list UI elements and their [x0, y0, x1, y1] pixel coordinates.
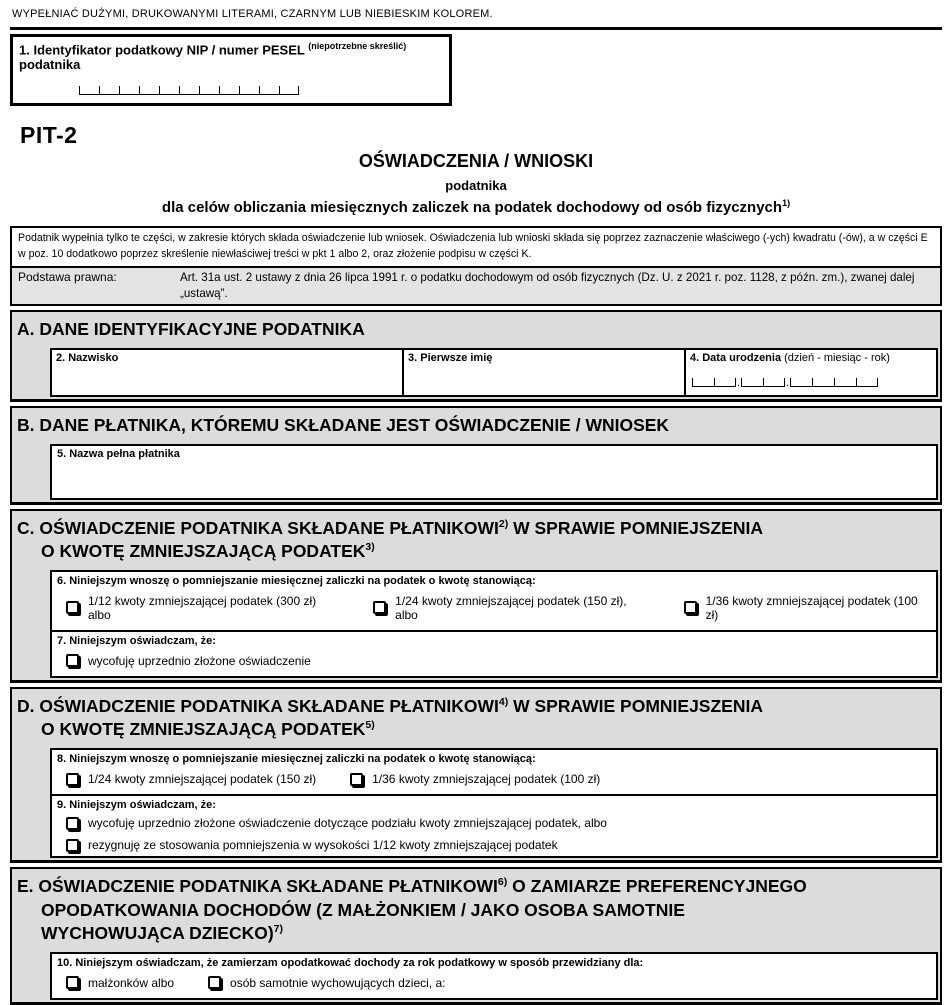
- legal-basis-text: Art. 31a ust. 2 ustawy z dnia 26 lipca 1991 r. o podatku dochodowym od osób fizycznych (Dz. U. z 2021 r. poz. 1128, z późn. zm.), zwanej dalej „ustawą”.: [180, 271, 915, 300]
- section-e-title-line2: OPODATKOWANIA DOCHODÓW (Z MAŁŻONKIEM / JAKO OSOBA SAMOTNIE: [41, 899, 685, 920]
- option-label: rezygnuję ze stosowania pomniejszenia w wysokości 1/12 kwoty zmniejszającej podatek: [88, 838, 558, 853]
- section-d: [10, 687, 942, 863]
- comb-cell: [159, 86, 179, 95]
- option-label: 1/12 kwoty zmniejszającej podatek (300 zł) albo: [88, 593, 317, 622]
- field-2-label: 2. Nazwisko: [56, 351, 119, 364]
- section-d-title-text2: O KWOTĘ ZMNIEJSZAJĄCĄ PODATEK: [41, 719, 366, 740]
- instructions-box: [10, 226, 942, 306]
- comb-cell: [790, 378, 812, 387]
- field-8-label: 8. Niniejszym wnoszę o pomniejszanie miesięcznej zaliczki na podatek o kwotę stanowiącą:: [57, 753, 536, 766]
- form-code: PIT-2: [20, 122, 78, 149]
- field-9-option-row-1: [52, 812, 936, 834]
- section-d-title-sup1: 4): [498, 696, 509, 708]
- comb-cell: [763, 378, 785, 387]
- section-a-title: A. DANE IDENTYFIKACYJNE PODATNIKA: [17, 319, 365, 340]
- checkbox-icon[interactable]: [66, 773, 79, 786]
- section-e-title-text3: WYCHOWUJĄCA DZIECKO): [41, 923, 274, 944]
- comb-cell: [99, 86, 119, 95]
- option-label: wycofuję uprzednio złożone oświadczenie dotyczące podziału kwoty zmniejszającej podatek, albo: [88, 816, 607, 831]
- field-2-nazwisko-input[interactable]: [52, 350, 404, 395]
- field-5-nazwa-platnika-input[interactable]: [50, 444, 938, 500]
- option-1-24-kwoty-d[interactable]: [66, 772, 316, 786]
- instructions-text: Podatnik wypełnia tylko te części, w zakresie których składa oświadczenie lub wniosek. Oświadczenia lub wnioski składa się poprzez zaznaczenie właściwego (-ych) kwadratu (-ów), a w części E w poz. 10 dodatkowo poprzez skreślenie niewłaściwej treści w pkt 1 albo 2, oraz złożenie podpisu w części K.: [18, 232, 928, 260]
- option-label: małżonków albo: [88, 975, 175, 990]
- checkbox-icon[interactable]: [208, 976, 221, 989]
- option-label: 1/24 kwoty zmniejszającej podatek (150 zł), albo: [395, 593, 627, 622]
- section-c: [10, 509, 942, 683]
- option-1-24-kwoty[interactable]: [373, 594, 649, 622]
- section-c-title-sup2: 3): [365, 541, 375, 554]
- field-1-label-main: 1. Identyfikator podatkowy NIP / numer PESEL: [19, 42, 305, 58]
- field-10-label: 10. Niniejszym oświadczam, że zamierzam opodatkować dochody za rok podatkowy w sposób przewidziany dla:: [57, 956, 644, 969]
- comb-cell: [856, 378, 878, 387]
- section-d-title-sup2: 5): [365, 719, 375, 732]
- comb-cell: [239, 86, 259, 95]
- section-e-title-sup3: 7): [273, 923, 284, 936]
- comb-cell: [219, 86, 239, 95]
- comb-cell: [79, 86, 99, 95]
- option-wycofuje-podzial[interactable]: [66, 816, 607, 830]
- field-4-data-urodzenia-input[interactable]: [686, 350, 936, 395]
- section-d-title-text: D. OŚWIADCZENIE PODATNIKA SKŁADANE PŁATNIKOWI: [17, 695, 499, 716]
- field-4-label: [690, 352, 932, 364]
- field-3-imie-input[interactable]: [404, 350, 686, 395]
- comb-cell: [119, 86, 139, 95]
- legal-basis-label: Podstawa prawna:: [18, 270, 117, 285]
- field-9-label: 9. Niniejszym oświadczam, że:: [57, 799, 216, 812]
- form-title-desc-text: dla celów obliczania miesięcznych zaliczek na podatek dochodowy od osób fizycznych: [161, 199, 783, 217]
- comb-separator: .: [786, 376, 790, 389]
- comb-cell: [834, 378, 856, 387]
- field-7-label: 7. Niniejszym oświadczam, że:: [57, 634, 216, 647]
- form-title-desc: [10, 198, 942, 216]
- checkbox-icon[interactable]: [684, 601, 697, 614]
- legal-basis-row: [12, 266, 940, 304]
- section-c-fields: [50, 570, 938, 678]
- section-d-title: [12, 689, 940, 748]
- field-3-label: 3. Pierwsze imię: [408, 351, 493, 364]
- field-1-label-sup: (niepotrzebne skreślić): [308, 41, 407, 51]
- option-wycofuje-oswiadczenie[interactable]: [66, 654, 311, 668]
- comb-cell: [199, 86, 219, 95]
- field-7-options: [52, 648, 936, 676]
- comb-cell: [692, 378, 714, 387]
- field-5-label: 5. Nazwa pełna płatnika: [57, 447, 180, 460]
- option-label: 1/36 kwoty zmniejszającej podatek (100 zł): [372, 772, 601, 787]
- form-title-sub: podatnika: [445, 178, 507, 194]
- option-1-12-kwoty[interactable]: [66, 594, 339, 622]
- section-e-title-line3: [17, 922, 932, 946]
- field-8: [52, 750, 936, 796]
- section-a-table: [50, 348, 938, 397]
- field-6: [52, 572, 936, 632]
- form-titles: [10, 151, 942, 216]
- comb-cell: [179, 86, 199, 95]
- option-label: wycofuję uprzednio złożone oświadczenie: [88, 653, 311, 668]
- checkbox-icon[interactable]: [66, 839, 79, 852]
- top-divider: [10, 27, 942, 30]
- form-title-desc-sup: 1): [782, 198, 791, 209]
- section-d-title-line1: [17, 695, 932, 719]
- section-d-title-rest: W SPRAWIE POMNIEJSZENIA: [508, 695, 763, 716]
- section-e-title-line1: [17, 875, 932, 899]
- checkbox-icon[interactable]: [66, 654, 79, 667]
- section-b-title: B. DANE PŁATNIKA, KTÓREMU SKŁADANE JEST OŚWIADCZENIE / WNIOSEK: [17, 414, 670, 435]
- section-c-title-line1: [17, 517, 932, 541]
- section-c-title-text2: O KWOTĘ ZMNIEJSZAJĄCĄ PODATEK: [41, 541, 366, 562]
- section-c-title-line2: [17, 540, 932, 564]
- comb-cell: [259, 86, 279, 95]
- field-1-label: [19, 41, 443, 72]
- field-10-options: [52, 970, 936, 998]
- section-e-fields: [50, 952, 938, 1000]
- option-label: 1/36 kwoty zmniejszającej podatek (100 zł): [705, 593, 918, 622]
- field-9: [52, 796, 936, 856]
- checkbox-icon[interactable]: [66, 976, 79, 989]
- section-e: [10, 867, 942, 1005]
- date-comb-input[interactable]: [692, 378, 930, 387]
- section-b: [10, 406, 942, 505]
- field-10: [52, 954, 936, 998]
- option-label: osób samotnie wychowujących dzieci, a:: [230, 975, 446, 990]
- section-c-title: [12, 511, 940, 570]
- option-1-36-kwoty-d[interactable]: [350, 772, 600, 786]
- fill-instruction-note: WYPEŁNIAĆ DUŻYMI, DRUKOWANYMI LITERAMI, CZARNYM LUB NIEBIESKIM KOLOREM.: [12, 8, 493, 20]
- section-c-title-text: C. OŚWIADCZENIE PODATNIKA SKŁADANE PŁATNIKOWI: [17, 517, 499, 538]
- option-malzonkow[interactable]: [66, 976, 174, 990]
- comb-cell: [279, 86, 299, 95]
- field-8-options: [52, 766, 936, 794]
- option-1-36-kwoty[interactable]: [684, 594, 931, 622]
- section-c-title-sup1: 2): [498, 517, 509, 530]
- field-9-option-row-2: [52, 834, 936, 856]
- checkbox-icon[interactable]: [373, 601, 386, 614]
- form-title-main: OŚWIADCZENIA / WNIOSKI: [358, 151, 594, 172]
- option-label: 1/24 kwoty zmniejszającej podatek (150 zł): [88, 772, 317, 787]
- option-rezygnuje-pomniejszenie[interactable]: [66, 838, 558, 852]
- field-4-label-bold: 4. Data urodzenia: [690, 351, 782, 364]
- field-1-label-tail: podatnika: [19, 57, 81, 73]
- section-e-title-rest: O ZAMIARZE PREFERENCYJNEGO: [507, 876, 807, 897]
- section-d-fields: [50, 748, 938, 858]
- section-d-title-line2: [17, 718, 932, 742]
- comb-cell: [139, 86, 159, 95]
- comb-cell: [741, 378, 763, 387]
- field-6-options: [52, 588, 936, 630]
- checkbox-icon[interactable]: [66, 817, 79, 830]
- checkbox-icon[interactable]: [350, 773, 363, 786]
- field-7: [52, 632, 936, 676]
- comb-separator: .: [737, 376, 741, 389]
- field-6-label: 6. Niniejszym wnoszę o pomniejszanie miesięcznej zaliczki na podatek o kwotę stanowiącą:: [57, 574, 536, 587]
- nip-pesel-comb-input[interactable]: [79, 86, 443, 95]
- option-osob-samotnie[interactable]: [208, 976, 445, 990]
- section-e-title-text: E. OŚWIADCZENIE PODATNIKA SKŁADANE PŁATNIKOWI: [17, 876, 498, 897]
- section-a: [10, 310, 942, 402]
- comb-cell: [714, 378, 736, 387]
- field-1-nip-pesel-box: [10, 34, 452, 106]
- section-c-title-rest: W SPRAWIE POMNIEJSZENIA: [508, 517, 763, 538]
- section-e-title-sup1: 6): [497, 876, 508, 889]
- checkbox-icon[interactable]: [66, 601, 79, 614]
- field-4-label-hint: (dzień - miesiąc - rok): [784, 351, 890, 364]
- comb-cell: [812, 378, 834, 387]
